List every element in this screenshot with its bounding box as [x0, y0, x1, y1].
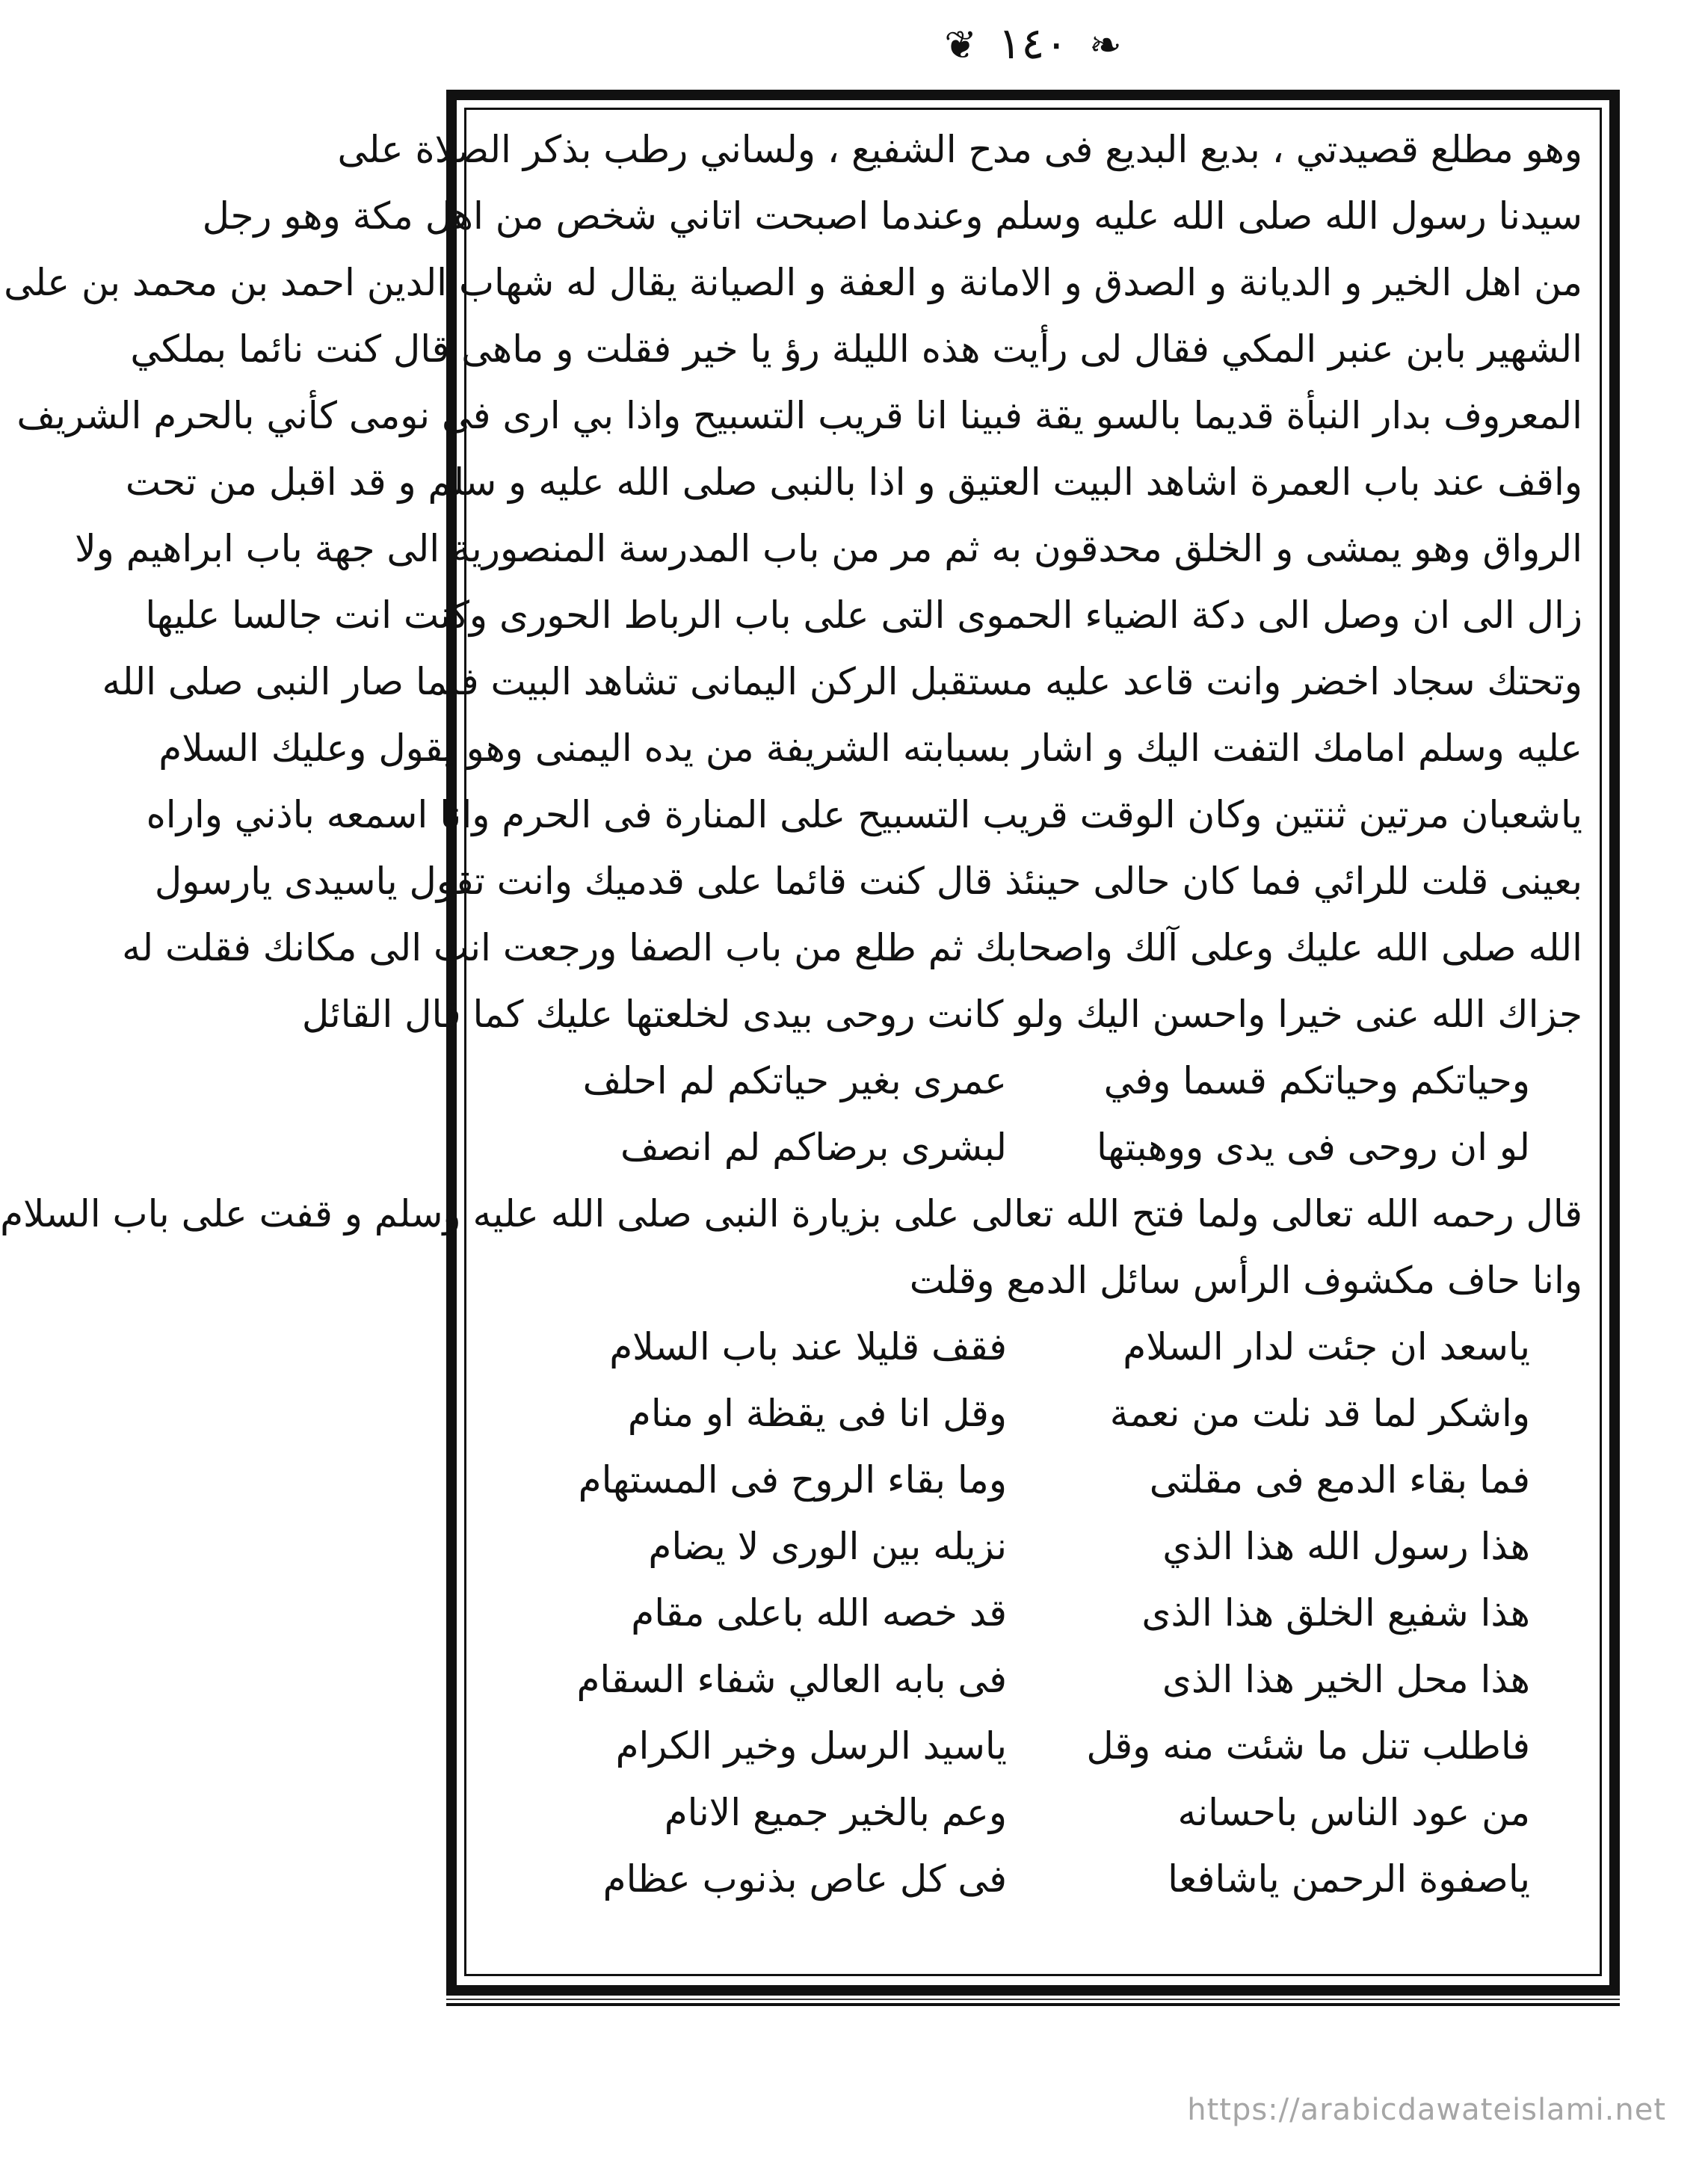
prose-line: الرواق وهو يمشى و الخلق محدقون به ثم مر من باب المدرسة المنصورية الى جهة باب ابراهيم ولا: [75, 527, 1582, 570]
ornament-right-icon: ❧: [1089, 23, 1122, 68]
verse-line: [484, 1647, 1582, 1713]
prose-line: واقف عند باب العمرة اشاهد البيت العتيق و اذا بالنبى صلى الله عليه و سلم و قد اقبل من تحت: [125, 460, 1582, 504]
verse-first-hemistich: من عود الناس باحسانه: [1177, 1791, 1530, 1834]
prose-line: ياشعبان مرتين ثنتين وكان الوقت قريب التسبيح على المنارة فى الحرم وانا اسمعه باذني واراه: [146, 793, 1582, 836]
verse-second-hemistich: ياسيد الرسل وخير الكرام: [615, 1724, 1007, 1768]
verse-first-hemistich: وحياتكم وحياتكم قسما وفي: [1103, 1059, 1530, 1102]
prose-line: جزاك الله عنى خيرا واحسن اليك ولو كانت روحى بيدى لخلعتها عليك كما قال القائل: [301, 993, 1582, 1036]
verse-second-hemistich: فى كل عاص بذنوب عظام: [602, 1857, 1007, 1901]
prose-line: عليه وسلم امامك التفت اليك و اشار بسبابته الشريفة من يده اليمنى وهو يقول وعليك السلام: [158, 726, 1582, 770]
prose-line: وانا حاف مكشوف الرأس سائل الدمع وقلت: [909, 1259, 1582, 1302]
page-content: [0, 117, 1582, 1970]
verse-second-hemistich: وما بقاء الروح فى المستهام: [578, 1458, 1007, 1502]
verse-first-hemistich: هذا محل الخير هذا الذى: [1162, 1658, 1530, 1701]
verse-line: [484, 1114, 1582, 1181]
prose-line: المعروف بدار النبأة قديما بالسو يقة فبينا انا قريب التسبيح واذا بي ارى فى نومى كأني بالحرم الشريف: [16, 394, 1582, 437]
verse-line: [484, 1380, 1582, 1447]
verse-second-hemistich: قد خصه الله باعلى مقام: [631, 1591, 1007, 1635]
prose-line: بعينى قلت للرائي فما كان حالى حينئذ قال كنت قائما على قدميك وانت تقول ياسيدى يارسول: [154, 860, 1582, 903]
prose-line: وتحتك سجاد اخضر وانت قاعد عليه مستقبل الركن اليمانى تشاهد البيت فلما صار النبى صلى الله: [102, 660, 1582, 703]
verse-first-hemistich: لو ان روحى فى يدى ووهبتها: [1096, 1126, 1530, 1169]
verse-second-hemistich: وقل انا فى يقظة او منام: [627, 1392, 1007, 1435]
verse-first-hemistich: ياسعد ان جئت لدار السلام: [1123, 1325, 1530, 1369]
verse-second-hemistich: فقف قليلا عند باب السلام: [609, 1325, 1007, 1369]
verse-line: [484, 1048, 1582, 1114]
verse-line: [484, 1580, 1582, 1647]
prose-line: الله صلى الله عليك وعلى آلك واصحابك ثم طلع من باب الصفا ورجعت انت الى مكانك فقلت له: [122, 926, 1582, 969]
page-number-header: [358, 13, 1708, 75]
ornament-left-icon: ❦: [944, 23, 977, 68]
bottom-rule: [446, 1999, 1620, 2006]
verse-first-hemistich: هذا رسول الله هذا الذي: [1162, 1525, 1530, 1568]
verse-second-hemistich: وعم بالخير جميع الانام: [664, 1791, 1007, 1834]
verse-line: [484, 1447, 1582, 1514]
verse-first-hemistich: فما بقاء الدمع فى مقلتى: [1149, 1458, 1530, 1502]
verse-second-hemistich: فى بابه العالي شفاء السقام: [576, 1658, 1007, 1701]
prose-line: زال الى ان وصل الى دكة الضياء الحموى التى على باب الرباط الحورى وكنت انت جالسا عليها: [145, 593, 1582, 637]
verse-line: [484, 1514, 1582, 1580]
verse-first-hemistich: هذا شفيع الخلق هذا الذى: [1141, 1591, 1530, 1635]
prose-line: قال رحمه الله تعالى ولما فتح الله تعالى على بزيارة النبى صلى الله عليه وسلم و قفت على باب السلام: [0, 1192, 1582, 1235]
prose-line: الشهير بابن عنبر المكي فقال لى رأيت هذه الليلة رؤ يا خير فقلت و ماهى قال كنت نائما بملكي: [130, 327, 1582, 371]
verse-line: [484, 1846, 1582, 1913]
verse-first-hemistich: فاطلب تنل ما شئت منه وقل: [1086, 1724, 1530, 1768]
verse-first-hemistich: ياصفوة الرحمن ياشافعا: [1168, 1857, 1530, 1901]
verse-line: [484, 1314, 1582, 1380]
verse-second-hemistich: نزيله بين الورى لا يضام: [648, 1525, 1007, 1568]
page-number: ١٤٠: [998, 18, 1068, 69]
verse-line: [484, 1713, 1582, 1780]
verse-first-hemistich: واشكر لما قد نلت من نعمة: [1109, 1392, 1530, 1435]
prose-line: وهو مطلع قصيدتي ، بديع البديع فى مدح الشفيع ، ولساني رطب بذكر الصلاة على: [337, 128, 1582, 171]
verse-second-hemistich: لبشرى برضاكم لم انصف: [620, 1126, 1007, 1169]
prose-line: سيدنا رسول الله صلى الله عليه وسلم وعندما اصبحت اتاني شخص من اهل مكة وهو رجل: [202, 194, 1582, 238]
verse-second-hemistich: عمرى بغير حياتكم لم احلف: [582, 1059, 1007, 1102]
watermark-link[interactable]: https://arabicdawateislami.net: [1187, 2093, 1666, 2127]
verse-line: [484, 1780, 1582, 1846]
prose-line: من اهل الخير و الديانة و الصدق و الامانة و العفة و الصيانة يقال له شهاب الدين احمد بن محمد بن على: [4, 261, 1582, 304]
